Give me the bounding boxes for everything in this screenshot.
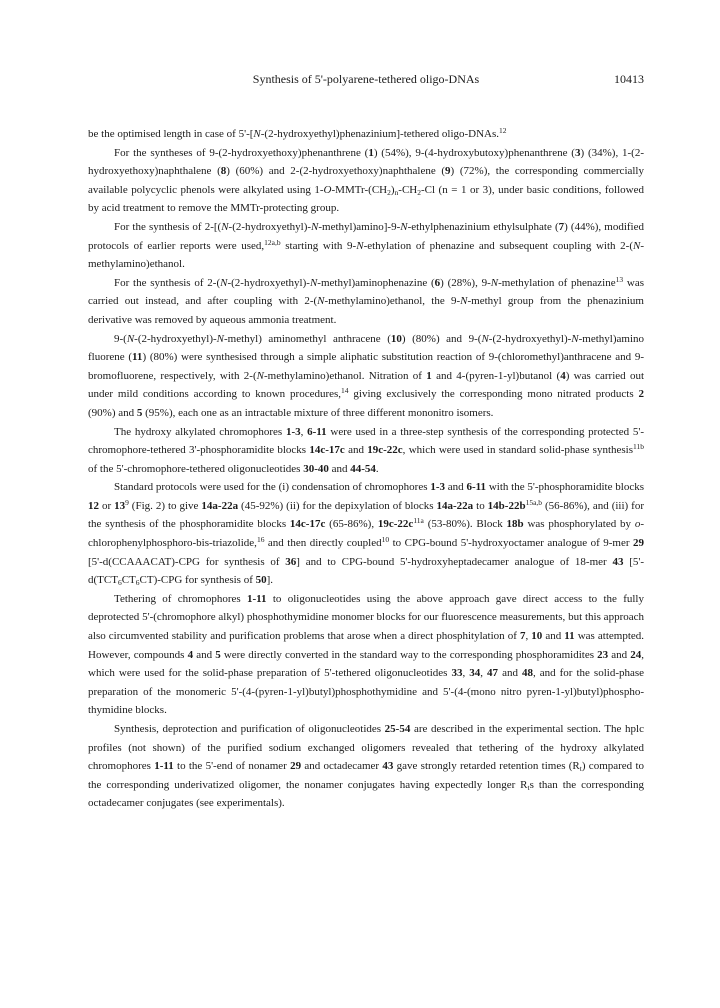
reference-superscript: 16 bbox=[256, 535, 265, 545]
compound-number: 6 bbox=[434, 276, 441, 289]
compound-number: 1 bbox=[368, 146, 374, 159]
text-run: ) (80%) were synthesised through a simple aliphatic substitution reaction of 9-(chloromethyl)anthracene and 9-bromofluorene, respectively, with 2-( bbox=[88, 351, 645, 382]
text-run: (56-86%), and (iii) for the synthesis of the phosphoramidite blocks bbox=[88, 499, 645, 531]
reference-superscript: 11a bbox=[413, 516, 424, 526]
article-body bbox=[88, 125, 644, 813]
text-run: ) (54%), 9-(4-hydroxybutoxy)phenanthrene ( bbox=[373, 146, 575, 159]
text-run: (90%) and bbox=[88, 406, 137, 419]
reference-superscript: 14 bbox=[341, 386, 349, 396]
compound-number: 1-11 bbox=[154, 760, 174, 773]
text-run: , and for the solid-phase preparation of the monomeric 5'-(4-(pyren-1-yl)butyl)phosphothymidine and 5'-(4-(mono nitro pyren-1-yl)butyl)phospho-thymidine blocks. bbox=[88, 667, 645, 717]
text-run: ) (28%), 9- bbox=[440, 276, 491, 289]
compound-number: 14c-17c bbox=[289, 518, 326, 531]
text-run: , bbox=[525, 630, 532, 643]
compound-number: 30-40 bbox=[303, 462, 329, 475]
text-run: -(2-hydroxyethyl)- bbox=[134, 332, 217, 345]
compound-number: 4 bbox=[187, 648, 194, 661]
text-run: to oligonucleotides using the above approach gave direct access to the fully deprotected 5'-(chromophore alkyl) phosphothymidine monomer blocks for our fluorescence measurements, but this approach also circumvented stability and purification problems that arose when a direct phosphitylation of bbox=[88, 592, 644, 643]
text-run: -chlorophenylphosphoro-bis-triazolide, bbox=[88, 518, 644, 550]
text-run: ) (60%) and 2-(2-hydroxyethoxy)naphthalene ( bbox=[226, 165, 446, 178]
text-run: ]. bbox=[266, 574, 274, 587]
compound-number: 9 bbox=[445, 165, 451, 178]
text-run: . bbox=[375, 462, 379, 475]
text-run: [5'-d(TCT bbox=[88, 555, 645, 587]
italic-text: N bbox=[632, 239, 641, 252]
compound-number: 1-3 bbox=[285, 425, 301, 438]
text-run: Tethering of chromophores bbox=[114, 592, 247, 605]
italic-text: N bbox=[220, 276, 228, 289]
compound-number: 29 bbox=[290, 760, 302, 773]
text-run: to bbox=[473, 499, 488, 512]
text-run: -Cl (n = 1 or 3), under basic conditions, followed by acid treatment to remove the MMTr-protecting group. bbox=[88, 183, 644, 215]
text-run: , bbox=[462, 667, 470, 680]
text-run: The hydroxy alkylated chromophores bbox=[114, 425, 286, 438]
reference-superscript: 10 bbox=[381, 535, 390, 545]
italic-text: N bbox=[126, 332, 135, 345]
text-run: For the synthesis of 2-[( bbox=[114, 220, 222, 233]
italic-text: N bbox=[356, 239, 364, 252]
subscript-text: 2 bbox=[387, 187, 391, 197]
text-run: For the synthesis of 2-( bbox=[114, 276, 221, 289]
text-run: (53-80%). Block bbox=[423, 518, 507, 531]
reference-superscript: 9 bbox=[125, 497, 129, 507]
text-run: and bbox=[444, 481, 467, 494]
text-run: gave strongly retarded retention times (R bbox=[393, 760, 580, 773]
compound-number: 44-54 bbox=[350, 462, 376, 475]
compound-number: 14b-22b bbox=[487, 499, 526, 512]
italic-text: N bbox=[460, 295, 468, 308]
text-run: -methylation of phenazine bbox=[498, 276, 616, 289]
compound-number: 11 bbox=[564, 630, 575, 643]
subscript-text: 2 bbox=[417, 187, 421, 197]
italic-text: N bbox=[571, 332, 579, 345]
compound-number: 33 bbox=[451, 667, 463, 680]
text-run: CT)-CPG for synthesis of bbox=[139, 574, 256, 587]
compound-number: 19c-22c bbox=[377, 518, 414, 531]
italic-text: N bbox=[317, 295, 325, 308]
text-run: to CPG-bound 5'-hydroxyoctamer analogue of 9-mer bbox=[389, 537, 633, 550]
text-run: with the 5'-phosphoramidite blocks bbox=[486, 481, 645, 494]
compound-number: 43 bbox=[382, 760, 394, 773]
text-run: giving exclusively the corresponding mono nitrated products bbox=[348, 388, 639, 401]
subscript-text: t bbox=[579, 764, 582, 774]
text-run: -(2-hydroxyethyl)- bbox=[488, 332, 572, 345]
italic-text: N bbox=[400, 220, 408, 233]
text-run: (Fig. 2) to give bbox=[128, 499, 202, 512]
text-run: (65-86%), bbox=[325, 518, 378, 531]
text-run: -methyl)amino]-9- bbox=[318, 220, 401, 233]
compound-number: 48 bbox=[521, 667, 533, 680]
italic-text: N bbox=[221, 220, 229, 233]
compound-number: 6-11 bbox=[466, 481, 487, 494]
text-run: starting with 9- bbox=[280, 239, 357, 252]
text-run: Synthesis, deprotection and purification of oligonucleotides bbox=[114, 723, 385, 735]
text-run: was carried out instead, and after coupling with 2-( bbox=[88, 276, 644, 308]
text-run: and then directly coupled bbox=[264, 537, 382, 550]
text-run: -methyl) aminomethyl anthracene ( bbox=[224, 332, 391, 345]
subscript-text: n bbox=[394, 187, 399, 197]
compound-number: 4 bbox=[560, 369, 566, 382]
compound-number: 34 bbox=[469, 667, 481, 680]
text-run: ) (34%), 1-(2-hydroxyethoxy)naphthalene ( bbox=[88, 146, 644, 178]
compound-number: 14a-22a bbox=[436, 499, 474, 512]
text-run: , which were used for the solid-phase preparation of 5'-tethered oligonucleotides bbox=[88, 648, 644, 680]
compound-number: 50 bbox=[255, 574, 267, 587]
text-run: [5'-d(CCAAACAT)-CPG for synthesis of bbox=[88, 555, 286, 568]
compound-number: 5 bbox=[136, 406, 143, 419]
text-run: -ethylphenazinium ethylsulphate ( bbox=[407, 220, 559, 233]
subscript-text: t bbox=[527, 782, 530, 792]
running-title: Synthesis of 5'-polyarene-tethered oligo-DNAs bbox=[252, 72, 480, 86]
text-run: s than the corresponding octadecamer conjugates (see experimentals). bbox=[88, 778, 644, 810]
text-run: are described in the experimental section. The hplc profiles (not shown) of the purified sodium exchanged oligomers revealed that tethering of the hydroxy alkylated chromophores bbox=[88, 723, 644, 773]
text-run: Standard protocols were used for the (i) condensation of chromophores bbox=[114, 481, 431, 494]
compound-number: 23 bbox=[597, 648, 609, 661]
compound-number: 12 bbox=[88, 499, 99, 512]
text-run: CT bbox=[121, 574, 136, 587]
text-run: -methyl)aminophenazine ( bbox=[317, 276, 435, 289]
page-number: 10413 bbox=[614, 72, 644, 86]
text-run: and octadecamer bbox=[301, 760, 383, 773]
compound-number: 29 bbox=[633, 537, 644, 550]
reference-superscript: 15a,b bbox=[525, 497, 543, 507]
compound-number: 24 bbox=[630, 648, 642, 661]
italic-text: N bbox=[309, 276, 318, 289]
italic-text: N bbox=[490, 276, 499, 289]
text-run: , bbox=[300, 425, 308, 438]
text-run: -methyl)amino fluorene ( bbox=[88, 332, 644, 364]
paragraph bbox=[88, 125, 644, 144]
italic-text: O bbox=[323, 183, 332, 196]
compound-number: 19c-22c bbox=[367, 444, 403, 457]
compound-number: 3 bbox=[574, 146, 581, 159]
subscript-text: 6 bbox=[117, 578, 122, 588]
text-run: or bbox=[99, 499, 115, 512]
text-run: (95%), each one as an intractable mixture of three different mononitro isomers. bbox=[142, 406, 494, 419]
paragraph bbox=[88, 590, 644, 720]
text-run: and bbox=[193, 648, 216, 661]
text-run: 9-( bbox=[114, 332, 127, 345]
italic-text: N bbox=[253, 128, 261, 140]
text-run: -ethylation of phenazine and subsequent coupling with 2-( bbox=[363, 239, 633, 252]
text-run: and bbox=[328, 462, 351, 475]
paragraph bbox=[88, 478, 644, 590]
compound-number: 6-11 bbox=[307, 425, 327, 438]
text-run: ) bbox=[390, 183, 395, 196]
text-run: was attempted. However, compounds bbox=[88, 630, 645, 661]
italic-text: N bbox=[216, 332, 224, 345]
italic-text: N bbox=[256, 369, 264, 382]
compound-number: 25-54 bbox=[384, 723, 411, 735]
text-run: be the optimised length in case of 5'-[ bbox=[88, 128, 254, 140]
italic-text: N bbox=[481, 332, 489, 345]
reference-superscript: 12a,b bbox=[264, 237, 281, 247]
compound-number: 10 bbox=[390, 332, 402, 345]
text-run: and bbox=[498, 667, 522, 680]
paragraph bbox=[88, 330, 644, 423]
compound-number: 14c-17c bbox=[309, 444, 345, 457]
text-run: ) was carried out under mild conditions according to known procedures, bbox=[88, 369, 644, 401]
paragraph bbox=[88, 720, 644, 813]
text-run: was phosphorylated by bbox=[523, 518, 635, 531]
compound-number: 18b bbox=[506, 518, 524, 531]
text-run: were directly converted in the standard way to the corresponding phosphoramidites bbox=[220, 648, 598, 661]
text-run: of the 5'-chromophore-tethered oligonucleotides bbox=[88, 462, 304, 475]
compound-number: 5 bbox=[215, 648, 221, 661]
text-run: , bbox=[480, 667, 488, 680]
text-run: -methyl group from the phenazinium derivative was removed by aqueous ammonia treatment. bbox=[88, 295, 644, 326]
text-run: and 4-(pyren-1-yl)butanol ( bbox=[431, 369, 561, 382]
text-run: -(2-hydroxyethyl)- bbox=[228, 220, 312, 233]
italic-text: N bbox=[311, 220, 319, 233]
text-run: -methylamino)ethanol. bbox=[88, 239, 644, 271]
compound-number: 8 bbox=[220, 165, 227, 178]
subscript-text: 6 bbox=[135, 578, 140, 588]
paragraph bbox=[88, 274, 644, 330]
compound-number: 1-11 bbox=[247, 592, 267, 605]
text-run: , which were used in standard solid-phase synthesis bbox=[402, 444, 634, 457]
compound-number: 10 bbox=[531, 630, 543, 643]
text-run: and bbox=[344, 444, 368, 457]
compound-number: 43 bbox=[612, 555, 624, 568]
text-run: were used in a three-step synthesis of the corresponding protected 5'-chromophore-tethered 3'-phosphoramidite blocks bbox=[88, 425, 644, 457]
compound-number: 1-3 bbox=[430, 481, 445, 494]
running-header bbox=[88, 72, 644, 92]
paragraph bbox=[88, 218, 644, 274]
text-run: -methylamino)ethanol. Nitration of bbox=[263, 369, 427, 382]
compound-number: 13 bbox=[114, 499, 126, 512]
paragraph bbox=[88, 144, 644, 218]
text-run: ) compared to the corresponding underivatized oligomer, the nonamer conjugates having expectedly longer R bbox=[88, 760, 645, 791]
compound-number: 14a-22a bbox=[201, 499, 239, 512]
text-run: -(2-hydroxyethyl)phenazinium]-tethered oligo-DNAs. bbox=[260, 128, 500, 140]
reference-superscript: 12 bbox=[499, 126, 507, 135]
text-run: (45-92%) (ii) for the depixylation of blocks bbox=[238, 499, 437, 512]
text-run: ) (80%) and 9-( bbox=[401, 332, 482, 345]
text-run: -methylamino)ethanol, the 9- bbox=[324, 295, 461, 308]
reference-superscript: 11b bbox=[633, 442, 644, 452]
reference-superscript: 13 bbox=[615, 274, 624, 284]
compound-number: 7 bbox=[558, 220, 565, 233]
text-run: ] and to CPG-bound 5'-hydroxyheptadecamer analogue of 18-mer bbox=[296, 555, 613, 568]
compound-number: 2 bbox=[638, 388, 644, 401]
text-run: For the syntheses of 9-(2-hydroxyethoxy)phenanthrene ( bbox=[114, 146, 369, 159]
compound-number: 36 bbox=[285, 555, 297, 568]
compound-number: 7 bbox=[519, 630, 526, 643]
text-run: to the 5'-end of nonamer bbox=[173, 760, 291, 773]
compound-number: 11 bbox=[132, 351, 143, 364]
text-run: ) (44%), modified protocols of earlier reports were used, bbox=[88, 220, 644, 252]
text-run: ) (72%), the corresponding commercially available polycyclic phenols were alkylated using 1- bbox=[88, 165, 644, 196]
compound-number: 1 bbox=[426, 369, 432, 382]
text-run: and bbox=[542, 630, 565, 643]
text-run: and bbox=[608, 648, 631, 661]
compound-number: 47 bbox=[487, 667, 499, 680]
text-run: -MMTr-(CH bbox=[331, 183, 388, 196]
italic-text: o bbox=[634, 518, 641, 531]
paragraph bbox=[88, 423, 644, 479]
text-run: -CH bbox=[398, 183, 418, 196]
text-run: -(2-hydroxyethyl)- bbox=[227, 276, 310, 289]
